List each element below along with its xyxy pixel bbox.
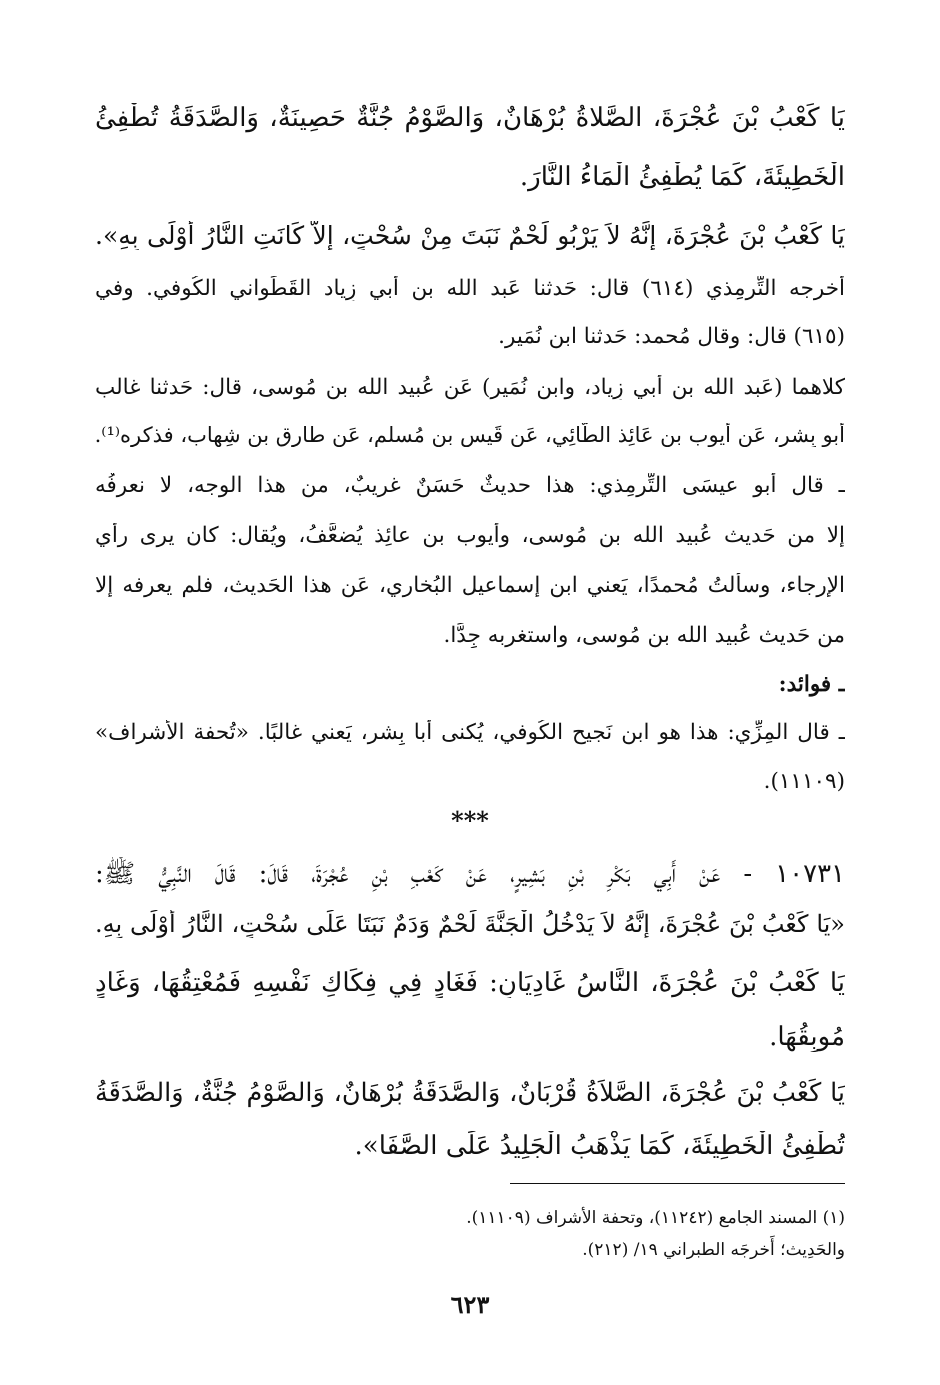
takhrij-text-line: (٦١٥) قال: وقال مُحمد: حَدثنا ابن نُمَير. <box>498 324 845 349</box>
fawaid-text-line: (١١١٠٩). <box>763 769 845 794</box>
commentary-text-line: الإِرجاء، وسأَلتُ مُحمدًا، يَعني ابن إِسماعيل البُخاري، عَن هذا الحَديث، فلم يعرفه إِلا <box>95 573 845 598</box>
hadith-text-line: يَا كَعْبُ بْنَ عُجْرَةَ، الصَّلاَةُ قُرْبَانٌ، وَالصَّدَقَةُ بُرْهَانٌ، وَالصَّوْمُ جُنَّةٌ، وَالصَّدَقَةُ <box>95 1078 845 1108</box>
commentary-text-line: إِلا من حَديث عُبيد الله بن مُوسى، وأَيوب بن عائِذ يُضعَّفُ، ويُقال: كان يرى رأي <box>95 523 845 548</box>
hadith-text-line: «يَا كَعْبُ بْنَ عُجْرَةَ، إِنَّهُ لاَ يَدْخُلُ الْجَنَّةَ لَحْمٌ وَدَمٌ نَبَتَا عَلَى سُحْتٍ، النَّارُ أَوْلَى بِهِ. <box>95 910 845 938</box>
footnote-line: والحَدِيث؛ أَخرجَه الطبراني ١٩/ (٢١٢). <box>582 1240 845 1260</box>
section-heading-fawaid: ـ فوائد: <box>778 672 845 697</box>
footnote-divider <box>510 1183 845 1184</box>
fawaid-text-line: ـ قال المِزِّي: هذا هو ابن نَجيح الكُوفي، يُكنى أَبا بِشر، يَعني غالبًا. «تُحفة الأَشراف» <box>95 720 845 745</box>
hadith-heading-line: ١٠٧٣١ - عَنْ أَبِي بَكْرِ بْنِ بَشِيرٍ، عَنْ كَعْبِ بْنِ عُجْرَةَ، قَالَ: قَالَ النَّبِيُّ ﷺ: <box>95 859 845 889</box>
section-separator: *** <box>451 806 489 835</box>
isnad-text-line: أَبو بِشر، عَن أَيوب بن عَائِذ الطَّائِي، عَن قَيس بن مُسلم، عَن طارق بن شِهاب، فذكره⁽¹⁾. <box>95 423 845 447</box>
hadith-text-line: مُوبِقُهَا. <box>769 1022 845 1052</box>
takhrij-text-line: أخرجه التِّرمِذي (٦١٤) قال: حَدثنا عَبد الله بن أَبي زِياد القَطَواني الكُوفي. وفي <box>95 276 845 301</box>
hadith-text-line: تُطْفِئُ الْخَطِيئَةَ، كَمَا يَذْهَبُ الْجَلِيدُ عَلَى الصَّفَا». <box>354 1131 845 1161</box>
commentary-text-line: من حَديث عُبيد الله بن مُوسى، واستغربه جِدًّا. <box>443 623 845 648</box>
commentary-text-line: ـ قال أَبو عيسَى التِّرمِذي: هذا حديثٌ حَسَنٌ غريبٌ، من هذا الوجه، لا نعرفُه <box>95 473 845 498</box>
hadith-text-line: الْخَطِيئَةَ، كَمَا يُطْفِئُ الْمَاءُ النَّارَ. <box>519 162 845 192</box>
hadith-text-line: يَا كَعْبُ بْنَ عُجْرَةَ، الصَّلاةُ بُرْهَانٌ، وَالصَّوْمُ جُنَّةٌ حَصِينَةٌ، وَالصَّدَقَةُ تُطْفِئُ <box>95 103 845 133</box>
isnad-text-line: كلاهما (عَبد الله بن أَبي زِياد، وابن نُمَير) عَن عُبيد الله بن مُوسى، قال: حَدثنا غالب <box>95 375 845 400</box>
hadith-text-line: يَا كَعْبُ بْنَ عُجْرَةَ، إِنَّهُ لاَ يَرْبُو لَحْمٌ نَبَتَ مِنْ سُحْتٍ، إِلاَّ كَانَتِ النَّارُ أَوْلَى بِهِ». <box>95 221 845 250</box>
page-number: ٦٢٣ <box>450 1290 490 1319</box>
footnote-line: (١) المسند الجامع (١١٢٤٢)، وتحفة الأشراف (١١١٠٩). <box>466 1208 845 1228</box>
hadith-text-line: يَا كَعْبُ بْنَ عُجْرَةَ، النَّاسُ غَادِيَانِ: فَغَادٍ فِي فِكَاكِ نَفْسِهِ فَمُعْتِقُهَا، وَغَادٍ <box>95 968 845 998</box>
